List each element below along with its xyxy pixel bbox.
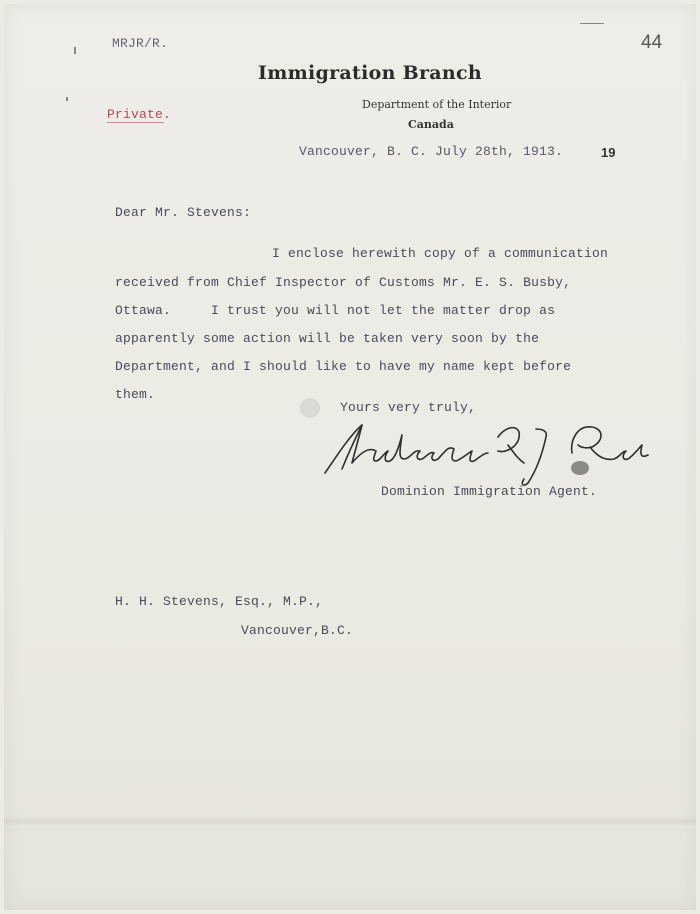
paper-fold	[4, 816, 696, 826]
body-line: I enclose herewith copy of a communication	[272, 246, 609, 261]
letterhead-country: Canada	[408, 118, 454, 131]
body-line: received from Chief Inspector of Customs Mr. E. S. Busby,	[115, 275, 572, 290]
margin-mark	[66, 97, 68, 101]
private-underline	[107, 122, 164, 123]
addressee-name: H. H. Stevens, Esq., M.P.,	[115, 594, 324, 609]
salutation: Dear Mr. Stevens:	[115, 205, 252, 220]
letterhead-department: Department of the Interior	[362, 98, 512, 111]
signer-title: Dominion Immigration Agent.	[381, 484, 598, 499]
body-line: Ottawa. I trust you will not let the matter drop as	[115, 303, 556, 318]
body-line: Department, and I should like to have my name kept before	[115, 359, 572, 374]
page-number: 44	[641, 32, 663, 53]
body-line: apparently some action will be taken very soon by the	[115, 331, 540, 346]
place-and-date: Vancouver, B. C. July 28th, 1913.	[299, 144, 564, 159]
private-marking: Private.	[107, 107, 172, 122]
printed-year: 19	[601, 145, 616, 160]
handwritten-signature	[322, 415, 654, 490]
body-line: them.	[115, 387, 156, 402]
margin-mark	[580, 23, 604, 24]
margin-mark	[74, 47, 76, 54]
letterhead-title: Immigration Branch	[258, 62, 482, 84]
ink-smudge	[300, 398, 320, 418]
addressee-city: Vancouver,B.C.	[241, 623, 354, 638]
reference-initials: MRJR/R.	[112, 36, 169, 51]
closing: Yours very truly,	[340, 400, 477, 415]
